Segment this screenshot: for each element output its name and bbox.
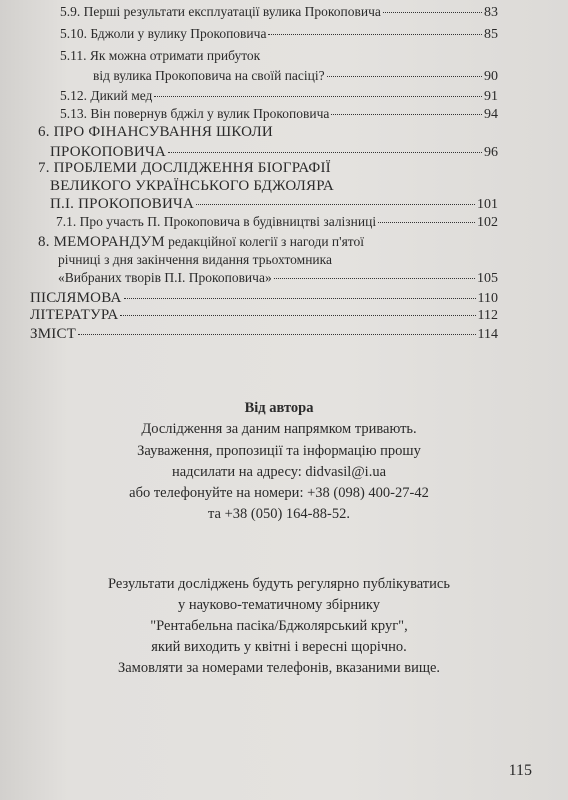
toc-page-number: 90 xyxy=(484,69,498,84)
toc-title: 7.1. Про участь П. Прокоповича в будівництві залізниці xyxy=(56,214,377,229)
toc-title: ЛІТЕРАТУРА xyxy=(30,307,119,323)
toc-leader xyxy=(274,278,475,279)
publication-note-line: Результати досліджень будуть регулярно публікуватись xyxy=(108,576,450,592)
author-note-line: та +38 (050) 164-88-52. xyxy=(208,506,350,522)
toc-page-number: 102 xyxy=(477,215,498,230)
toc-title: «Вибраних творів П.І. Прокоповича» xyxy=(58,270,272,285)
publication-note-line: Замовляти за номерами телефонів, вказаними вище. xyxy=(117,660,441,676)
page-number: 115 xyxy=(508,762,532,779)
toc-leader xyxy=(78,334,476,335)
author-note-heading: Від автора xyxy=(244,400,314,416)
toc-leader xyxy=(168,152,482,153)
publication-note-line: який виходить у квітні і вересні щорічно. xyxy=(151,639,407,655)
toc-title-line: 5.11. Як можна отримати прибуток xyxy=(60,48,261,63)
toc-title-caps: 8. МЕМОРАНДУМ xyxy=(38,234,165,250)
toc-title-line: річниці з дня закінчення видання трьохтомника xyxy=(58,252,332,267)
toc-entry-8 xyxy=(58,270,498,287)
toc-entry-afterword xyxy=(30,290,498,307)
toc-entry-5-9 xyxy=(60,4,498,21)
toc-entry-5-12 xyxy=(60,88,498,105)
toc-title: ПІСЛЯМОВА xyxy=(30,290,122,306)
toc-page-number: 96 xyxy=(484,145,498,160)
toc-leader xyxy=(383,12,482,13)
toc-title-line: ВЕЛИКОГО УКРАЇНСЬКОГО БДЖОЛЯРА xyxy=(50,178,334,194)
toc-title: ЗМІСТ xyxy=(30,326,77,342)
toc-title: 5.12. Дикий мед xyxy=(60,88,153,103)
toc-leader xyxy=(120,315,475,316)
toc-leader xyxy=(196,204,475,205)
toc-page-number: 110 xyxy=(477,291,498,306)
toc-entry-7 xyxy=(50,196,498,213)
author-note-line: надсилати на адресу: didvasil@i.ua xyxy=(171,464,387,480)
publication-note-line: у науково-тематичному збірнику xyxy=(177,597,381,613)
toc-entry-contents xyxy=(30,326,498,343)
toc-title: від вулика Прокоповича на своїй пасіці? xyxy=(93,68,325,83)
toc-page-number: 101 xyxy=(477,197,498,212)
toc-title-line: 6. ПРО ФІНАНСУВАННЯ ШКОЛИ xyxy=(38,124,273,140)
toc-page-number: 114 xyxy=(477,327,498,342)
toc-page-number: 85 xyxy=(484,27,498,42)
toc-page-number: 94 xyxy=(484,107,498,122)
toc-leader xyxy=(331,114,482,115)
toc-entry-literature xyxy=(30,307,498,324)
toc-leader xyxy=(154,96,482,97)
toc-page-number: 91 xyxy=(484,89,498,104)
toc-title: 5.10. Бджоли у вулику Прокоповича xyxy=(60,26,267,41)
toc-leader xyxy=(124,298,476,299)
toc-page-number: 105 xyxy=(477,271,498,286)
toc-page-number: 83 xyxy=(484,5,498,20)
toc-title-line xyxy=(38,233,364,251)
toc-title: ПРОКОПОВИЧА xyxy=(50,144,166,160)
toc-leader xyxy=(378,222,475,223)
toc-entry-7-1 xyxy=(56,214,498,231)
toc-title: П.І. ПРОКОПОВИЧА xyxy=(50,196,195,212)
toc-leader xyxy=(327,76,482,77)
toc-leader xyxy=(268,34,482,35)
toc-entry-5-13 xyxy=(60,106,498,123)
author-note-line: або телефонуйте на номери: +38 (098) 400-27-42 xyxy=(129,485,429,501)
toc-title: 5.13. Він повернув бджіл у вулик Прокоповича xyxy=(60,106,330,121)
author-note-line: Дослідження за даним напрямком тривають. xyxy=(141,421,417,437)
author-note-line: Зауваження, пропозиції та інформацію прошу xyxy=(137,443,421,459)
toc-title: 5.9. Перші результати експлуатації вулика Прокоповича xyxy=(60,4,381,19)
toc-page-number: 112 xyxy=(477,308,498,323)
toc-title-line: 7. ПРОБЛЕМИ ДОСЛІДЖЕННЯ БІОГРАФІЇ xyxy=(38,160,331,176)
publication-note-line: "Рентабельна пасіка/Бджолярський круг", xyxy=(150,618,408,634)
toc-entry-6 xyxy=(50,144,498,161)
toc-entry-5-11 xyxy=(93,68,498,85)
toc-entry-5-10 xyxy=(60,26,498,43)
toc-title-rest: редакційної колегії з нагоди п'ятої xyxy=(164,234,365,249)
